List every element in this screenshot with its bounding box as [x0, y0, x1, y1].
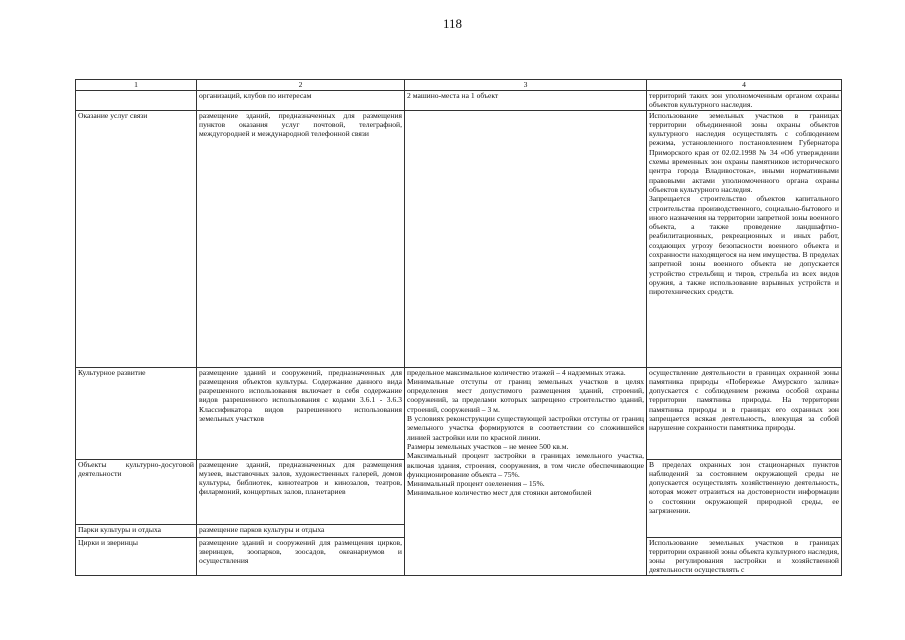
table-row — [76, 91, 842, 111]
restrictions-cell: Использование земельных участков в границах территории охранной зоны объекта культурного наследия, зоны регулирования застройки и хозяйственной деятельности осуществлять с — [647, 537, 842, 575]
column-header-2: 2 — [197, 80, 405, 91]
header-row — [76, 80, 842, 91]
use-type-cell: Объекты культурно-досуговой деятельности — [76, 459, 197, 524]
parameters-cell: 2 машино-места на 1 объект — [405, 91, 647, 111]
restrictions-cell: осуществление деятельности в границах охранной зоны памятника природы «Побережье Амурского залива» допускается с соблюдением режима особой охраны территории памятника природы. На территории памятника природы и в границах его охранных зон запрещается всякая деятельность, влекущая за собой нарушение сохранности памятника природы. — [647, 367, 842, 459]
use-type-cell: Оказание услуг связи — [76, 110, 197, 367]
column-header-1: 1 — [76, 80, 197, 91]
use-description-cell: организаций, клубов по интересам — [197, 91, 405, 111]
zoning-table — [75, 79, 842, 576]
use-description-cell: размещение зданий, предназначенных для размещения музеев, выставочных залов, художественных галерей, домов культуры, библиотек, кинотеатров и кинозалов, театров, филармоний, концертных залов, планетариев — [197, 459, 405, 524]
table-row — [76, 110, 842, 367]
use-type-cell: Цирки и зверинцы — [76, 537, 197, 575]
use-type-cell: Культурное развитие — [76, 367, 197, 459]
restrictions-cell: территорий таких зон уполномоченным органом охраны объектов культурного наследия. — [647, 91, 842, 111]
use-description-cell: размещение зданий и сооружений, предназначенных для размещения объектов культуры. Содержание данного вида разрешенного использования включает в себя содержание видов разрешенного использования с кодами 3.6.1 - 3.6.3 Классификатора видов разрешенного использования земельных участков — [197, 367, 405, 459]
parameters-cell — [405, 110, 647, 367]
use-type-cell: Парки культуры и отдыха — [76, 524, 197, 537]
page-number: 118 — [442, 16, 463, 31]
column-header-3: 3 — [405, 80, 647, 91]
use-description-cell: размещение зданий, предназначенных для размещения пунктов оказания услуг почтовой, телеграфной, междугородней и международной телефонной связи — [197, 110, 405, 367]
restrictions-cell: В пределах охранных зон стационарных пунктов наблюдений за состоянием окружающей среды не допускается осуществлять хозяйственную деятельность, которая может отразиться на достоверности информации о состоянии окружающей природной среды, ее загрязнении. — [647, 459, 842, 537]
use-description-cell: размещение парков культуры и отдыха — [197, 524, 405, 537]
restrictions-cell: Использование земельных участков в границах территории объединенной зоны охраны объектов культурного наследия осуществлять с соблюдением режима, установленного постановлением Губернатора Приморского края от 02.02.1998 № 34 «Об утверждении схемы временных зон охраны памятников исторического центра города Владивостока», иными нормативными правовыми актами уполномоченного органа охраны объектов культурного наследия. Запрещается строительство объектов капитального строительства производственного, социально-бытового и иного назначения на территории запретной зоны военного объекта, а также проведение ландшафтно-реабилитационных, рекреационных и иных работ, создающих угрозу безопасности военного объекта и сохранности находящегося на нем имущества. В пределах запретной зоны военного объекта не допускается устройство стрельбищ и тиров, стрельба из всех видов оружия, а также использование взрывных устройств и пиротехнических средств. — [647, 110, 842, 367]
column-header-4: 4 — [647, 80, 842, 91]
use-description-cell: размещение зданий и сооружений для размещения цирков, зверинцев, зоопарков, зоосадов, океанариумов и осуществления — [197, 537, 405, 575]
use-type-cell — [76, 91, 197, 111]
parameters-merged-cell: предельное максимальное количество этажей – 4 надземных этажа. Минимальные отступы от границ земельных участков в целях определения мест допустимого размещения зданий, строений, сооружений, за пределами которых запрещено строительство зданий, строений, сооружений – 3 м. В условиях реконструкции существующей застройки отступы от границ земельного участка формируются в соответствии со сложившейся линией застройки или по красной линии. Размеры земельных участков – не менее 500 кв.м. Максимальный процент застройки в границах земельного участка, включая здания, строения, сооружения, в том числе обеспечивающие функционирование объекта – 75%. Минимальный процент озеленения – 15%. Минимальное количество мест для стоянки автомобилей — [405, 367, 647, 575]
table-row — [76, 367, 842, 459]
